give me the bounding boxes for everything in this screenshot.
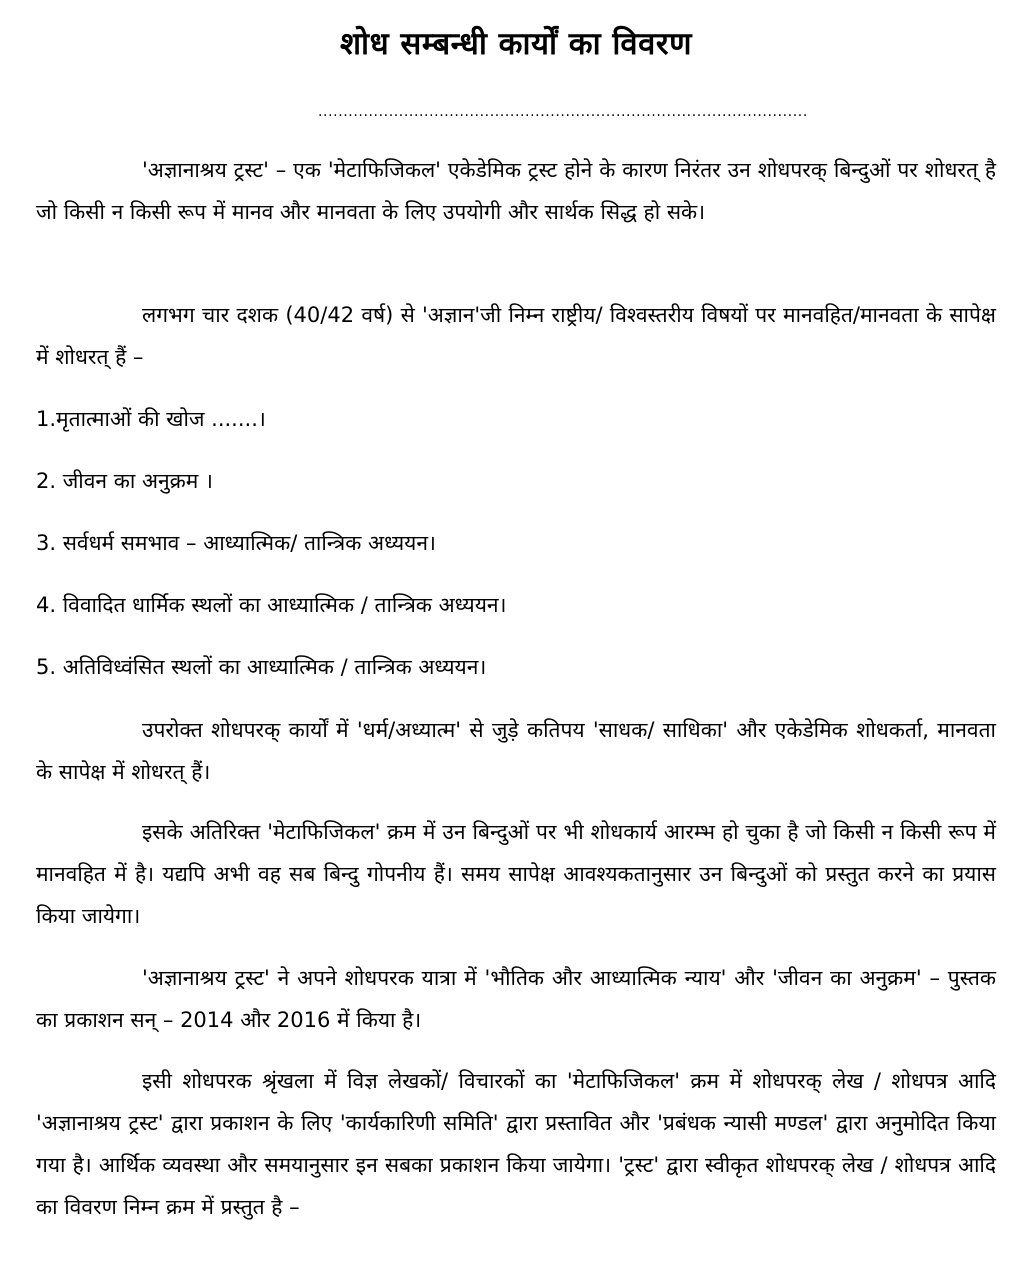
- list-item: 1.मृतात्माओं की खोज .......।: [36, 407, 266, 431]
- page-title: शोध सम्बन्धी कार्यों का विवरण: [339, 26, 693, 62]
- additional-research-paragraph: इसके अतिरिक्त 'मेटाफिजिकल' क्रम में उन बिन्दुओं पर भी शोधकार्य आरम्भ हो चुका है जो किसी न किसी रूप में मानवहित में है। यद्यपि अभी वह सब बिन्दु गोपनीय हैं। समय सापेक्ष आवश्यकतानुसार उन बिन्दुओं को प्रस्तुत करने का प्रयास किया जायेगा।: [36, 820, 996, 928]
- dotted-separator: .................................................................................................: [318, 104, 808, 120]
- research-scope-paragraph: लगभग चार दशक (40/42 वर्ष) से 'अज्ञान'जी निम्न राष्ट्रीय/ विश्वस्तरीय विषयों पर मानवहित/मानवता के सापेक्ष में शोधरत् हैं –: [36, 303, 996, 369]
- researchers-paragraph: उपरोक्त शोधपरक् कार्यों में 'धर्म/अध्यात्म' से जुड़े कतिपय 'साधक/ साधिका' और एकेडेमिक शोधकर्ता, मानवता के सापेक्ष में शोधरत् हैं।: [36, 718, 996, 784]
- list-item: 5. अतिविध्वंसित स्थलों का आध्यात्मिक / तान्त्रिक अध्ययन।: [36, 655, 487, 679]
- intro-paragraph: 'अज्ञानाश्रय ट्रस्ट' – एक 'मेटाफिजिकल' एकेडेमिक ट्रस्ट होने के कारण निरंतर उन शोधपरक् बिन्दुओं पर शोधरत् है जो किसी न किसी रूप में मानव और मानवता के लिए उपयोगी और सार्थक सिद्ध हो सके।: [36, 158, 996, 224]
- list-item: 4. विवादित धार्मिक स्थलों का आध्यात्मिक / तान्त्रिक अध्ययन।: [36, 593, 507, 617]
- publications-paragraph: 'अज्ञानाश्रय ट्रस्ट' ने अपने शोधपरक यात्रा में 'भौतिक और आध्यात्मिक न्याय' और 'जीवन का अनुक्रम' – पुस्तक का प्रकाशन सन् – 2014 और 2016 में किया है।: [36, 966, 996, 1032]
- list-item: 3. सर्वधर्म समभाव – आध्यात्मिक/ तान्त्रिक अध्ययन।: [36, 531, 436, 555]
- research-papers-paragraph: इसी शोधपरक श्रृंखला में विज्ञ लेखकों/ विचारकों का 'मेटाफिजिकल' क्रम में शोधपरक् लेख / शोधपत्र आदि 'अज्ञानाश्रय ट्रस्ट' द्वारा प्रकाशन के लिए 'कार्यकारिणी समिति' द्वारा प्रस्तावित और 'प्रबंधक न्यासी मण्डल' द्वारा अनुमोदित किया गया है। आर्थिक व्यवस्था और समयानुसार इन सबका प्रकाशन किया जायेगा। 'ट्रस्ट' द्वारा स्वीकृत शोधपरक् लेख / शोधपत्र आदि का विवरण निम्न क्रम में प्रस्तुत है –: [36, 1069, 996, 1219]
- list-item: 2. जीवन का अनुक्रम ।: [36, 469, 213, 493]
